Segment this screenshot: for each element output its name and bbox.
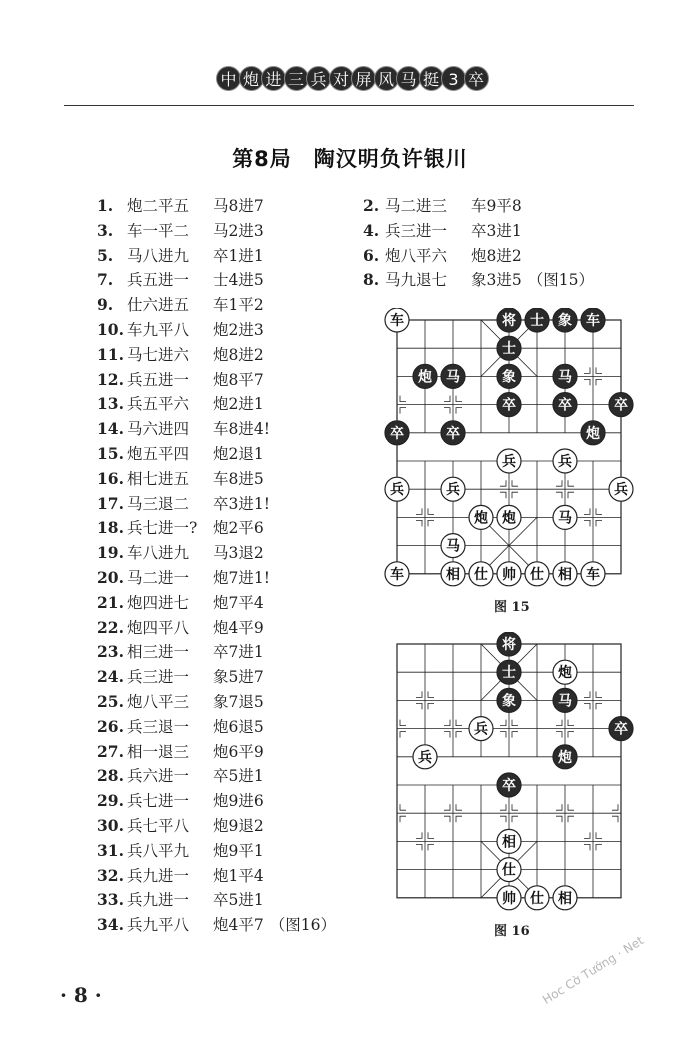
position-mark [416, 691, 422, 697]
position-mark [444, 408, 450, 414]
red-move: 马八进九 [127, 246, 190, 265]
piece-label: 马 [446, 538, 460, 555]
black-move: 炮2平6 [213, 519, 264, 538]
position-mark [556, 816, 562, 822]
black-move: 炮8进2 [471, 246, 522, 265]
red-move: 马六进四 [127, 420, 190, 439]
move-row [97, 245, 264, 267]
position-mark [456, 720, 462, 726]
piece-label: 马 [558, 693, 572, 710]
piece-label: 兵 [502, 454, 516, 470]
red-move: 车八进九 [127, 544, 190, 563]
move-number: 8. [363, 270, 380, 290]
watermark: Hoc Cờ Tướng · Net [540, 933, 647, 1007]
piece-label: 炮 [502, 510, 516, 527]
position-mark [612, 804, 618, 810]
piece-label: 将 [502, 313, 516, 329]
piece-label: 将 [502, 637, 516, 653]
move-number: 33. [97, 890, 124, 910]
position-mark [444, 732, 450, 738]
position-mark [428, 844, 434, 850]
black-move: 象5进7 [213, 668, 264, 687]
position-mark [596, 379, 602, 385]
move-number: 23. [97, 642, 124, 662]
figure-reference: （图15） [527, 271, 594, 290]
piece-label: 相 [558, 890, 572, 907]
red-move: 马二进一 [127, 569, 190, 587]
position-mark [512, 480, 518, 486]
black-move: 卒1进1 [213, 246, 264, 265]
move-row [97, 865, 264, 887]
move-row [97, 468, 264, 490]
position-mark [596, 832, 602, 838]
position-mark [556, 492, 562, 498]
move-row [97, 666, 264, 688]
move-number: 1. [97, 196, 114, 215]
move-number: 9. [97, 295, 114, 315]
move-number: 20. [97, 568, 124, 587]
board-figure-15 [380, 308, 640, 590]
position-mark [500, 804, 506, 810]
banner-char: 三 [284, 66, 309, 91]
black-move: 象7退5 [213, 693, 264, 711]
position-mark [400, 396, 406, 402]
position-mark [596, 508, 602, 514]
red-move: 兵九进一 [127, 891, 190, 910]
black-move: 马3退2 [213, 544, 264, 563]
banner-char: 进 [261, 66, 286, 91]
move-row [363, 195, 522, 217]
black-move: 炮9退2 [213, 817, 264, 835]
black-move: 马8进7 [213, 197, 264, 215]
move-number: 31. [97, 840, 124, 860]
banner-char: 卒 [464, 66, 489, 91]
game-title: 第8局 陶汉明负许银川 [232, 147, 468, 171]
position-mark [584, 844, 590, 850]
piece-label: 卒 [446, 425, 460, 442]
position-mark [568, 492, 574, 498]
banner-char: 对 [329, 66, 354, 91]
figure-reference: （图16） [269, 916, 336, 935]
black-move: 炮6平9 [213, 742, 264, 761]
piece-label: 炮 [558, 665, 572, 682]
red-move: 兵五进一 [127, 271, 190, 290]
red-move: 相三进一 [127, 643, 190, 662]
black-move: 炮2退1 [213, 445, 264, 463]
position-mark [456, 804, 462, 810]
piece-label: 象 [558, 313, 572, 329]
move-number: 34. [97, 915, 124, 935]
position-mark [584, 508, 590, 514]
black-move: 象3进5 [471, 271, 522, 290]
piece-label: 兵 [390, 482, 404, 499]
red-move: 兵五进一 [127, 370, 190, 389]
red-move: 兵七平八 [127, 817, 190, 835]
black-move: 马2进3 [213, 221, 264, 240]
red-move: 兵九进一 [127, 866, 190, 885]
piece-label: 卒 [558, 397, 572, 414]
move-number: 27. [97, 741, 124, 761]
red-move: 相一退三 [127, 742, 190, 761]
position-mark [596, 520, 602, 526]
piece-label: 仕 [502, 862, 516, 879]
piece-label: 卒 [614, 721, 628, 738]
move-number: 14. [97, 419, 124, 439]
header-rule [64, 105, 634, 106]
move-row [97, 592, 264, 614]
move-row [363, 269, 594, 291]
position-mark [500, 480, 506, 486]
position-mark [512, 804, 518, 810]
move-number: 25. [97, 692, 124, 711]
piece-label: 帅 [502, 890, 516, 907]
position-mark [568, 720, 574, 726]
black-move: 炮4平7 [213, 916, 264, 935]
red-move: 相七进五 [127, 469, 190, 488]
red-move: 仕六进五 [127, 296, 190, 315]
position-mark [512, 732, 518, 738]
move-row [97, 617, 264, 639]
move-number: 7. [97, 270, 114, 290]
move-number: 21. [97, 592, 124, 612]
position-mark [400, 816, 406, 822]
piece-label: 马 [558, 369, 572, 386]
piece-label: 相 [502, 834, 516, 851]
position-mark [500, 732, 506, 738]
black-move: 炮7进1! [213, 569, 270, 587]
move-row [97, 269, 264, 291]
position-mark [416, 844, 422, 850]
piece-label: 马 [558, 510, 572, 527]
move-number: 30. [97, 816, 124, 835]
piece-label: 车 [586, 313, 600, 329]
position-mark [612, 816, 618, 822]
position-mark [584, 379, 590, 385]
position-mark [416, 520, 422, 526]
move-number: 24. [97, 667, 124, 687]
piece-label: 仕 [474, 566, 488, 583]
position-mark [428, 520, 434, 526]
position-mark [456, 732, 462, 738]
banner-char: 兵 [306, 66, 331, 91]
position-mark [428, 832, 434, 838]
red-move: 炮八平三 [127, 693, 190, 711]
black-move: 炮2进3 [213, 321, 264, 339]
red-move: 炮四进七 [127, 593, 190, 612]
move-row [97, 567, 270, 589]
piece-label: 相 [446, 566, 460, 583]
move-number: 15. [97, 444, 124, 463]
piece-label: 炮 [586, 425, 600, 442]
move-number: 11. [97, 344, 124, 364]
move-row [97, 319, 264, 341]
position-mark [428, 703, 434, 709]
chapter-title-banner [216, 66, 486, 96]
red-move: 车一平二 [127, 221, 190, 240]
position-mark [500, 816, 506, 822]
black-move: 炮8进2 [213, 345, 264, 364]
banner-char: 挺 [419, 66, 444, 91]
position-mark [456, 816, 462, 822]
move-row [97, 741, 264, 763]
position-mark [416, 832, 422, 838]
black-move: 炮7平4 [213, 593, 264, 612]
position-mark [568, 480, 574, 486]
position-mark [400, 408, 406, 414]
piece-label: 士 [502, 665, 516, 682]
banner-char: 3 [441, 66, 466, 91]
position-mark [556, 804, 562, 810]
piece-label: 卒 [390, 425, 404, 442]
banner-char: 马 [396, 66, 421, 91]
position-mark [400, 720, 406, 726]
red-move: 兵五平六 [127, 395, 190, 414]
piece-label: 兵 [614, 482, 628, 499]
position-mark [584, 703, 590, 709]
move-row [97, 840, 264, 862]
position-mark [500, 492, 506, 498]
move-row [97, 542, 264, 564]
piece-label: 士 [530, 313, 544, 329]
position-mark [584, 367, 590, 373]
piece-label: 炮 [474, 510, 488, 527]
move-row [97, 443, 264, 465]
position-mark [556, 732, 562, 738]
piece-label: 士 [502, 341, 516, 358]
red-move: 兵七进一 [127, 792, 190, 811]
black-move: 士4进5 [213, 271, 264, 290]
black-move: 炮1平4 [213, 866, 264, 885]
move-row [97, 369, 264, 391]
move-row [97, 716, 264, 738]
piece-label: 车 [390, 313, 404, 329]
position-mark [584, 520, 590, 526]
piece-label: 兵 [558, 454, 572, 470]
black-move: 卒3进1 [471, 221, 522, 240]
position-mark [512, 816, 518, 822]
piece-label: 仕 [530, 566, 544, 583]
red-move: 兵八平九 [127, 841, 190, 860]
red-move: 兵三退一 [127, 717, 190, 736]
position-mark [400, 732, 406, 738]
position-mark [568, 804, 574, 810]
move-row [363, 245, 522, 267]
move-number: 19. [97, 543, 124, 563]
move-row [97, 765, 264, 787]
piece-label: 象 [502, 369, 516, 386]
position-mark [416, 703, 422, 709]
position-mark [456, 408, 462, 414]
move-row [97, 790, 264, 812]
red-move: 兵六进一 [127, 767, 190, 786]
piece-label: 卒 [502, 778, 516, 794]
move-number: 6. [363, 245, 380, 265]
position-mark [568, 816, 574, 822]
piece-label: 相 [558, 566, 572, 583]
position-mark [512, 720, 518, 726]
position-mark [428, 691, 434, 697]
piece-label: 卒 [502, 397, 516, 414]
red-move: 炮八平六 [385, 246, 448, 265]
black-move: 卒5进1 [213, 891, 264, 910]
black-move: 卒3进1! [213, 494, 270, 513]
move-row [97, 195, 264, 217]
red-move: 兵九平八 [127, 916, 190, 935]
piece-label: 兵 [418, 749, 432, 766]
move-number: 12. [97, 369, 124, 389]
move-row [97, 393, 264, 415]
move-row [97, 889, 264, 911]
black-move: 车9平8 [471, 197, 522, 215]
position-mark [596, 844, 602, 850]
piece-label: 炮 [558, 749, 572, 766]
red-move: 兵三进一 [385, 221, 448, 240]
figure-15-caption: 图 15 [494, 600, 530, 615]
banner-char: 炮 [239, 66, 264, 91]
position-mark [596, 703, 602, 709]
position-mark [596, 691, 602, 697]
piece-label: 炮 [418, 369, 432, 386]
move-number: 16. [97, 468, 124, 488]
position-mark [456, 396, 462, 402]
position-mark [444, 804, 450, 810]
red-move: 炮五平四 [127, 445, 190, 463]
black-move: 车8进5 [213, 469, 264, 488]
piece-label: 车 [586, 566, 600, 583]
red-move: 马二进三 [385, 197, 448, 215]
move-number: 22. [97, 617, 124, 637]
move-number: 10. [97, 320, 124, 339]
move-number: 18. [97, 518, 124, 538]
red-move: 马九退七 [385, 271, 448, 290]
figure-16-caption: 图 16 [494, 924, 530, 939]
piece-label: 兵 [474, 721, 488, 738]
black-move: 炮2进1 [213, 395, 264, 414]
position-mark [556, 720, 562, 726]
position-mark [568, 732, 574, 738]
position-mark [512, 492, 518, 498]
position-mark [596, 367, 602, 373]
move-row [97, 517, 264, 539]
board-figure-16 [380, 632, 640, 914]
black-move: 炮6退5 [213, 717, 264, 736]
piece-label: 仕 [530, 890, 544, 907]
black-move: 车8进4! [213, 420, 270, 439]
position-mark [584, 691, 590, 697]
banner-char: 屏 [351, 66, 376, 91]
move-number: 4. [363, 220, 380, 240]
move-row [97, 220, 264, 242]
piece-label: 车 [390, 566, 404, 583]
position-mark [500, 720, 506, 726]
piece-label: 象 [502, 693, 516, 710]
move-row [97, 914, 336, 936]
move-row [97, 418, 270, 440]
black-move: 卒5进1 [213, 767, 264, 786]
black-move: 卒7进1 [213, 643, 264, 662]
banner-char: 风 [374, 66, 399, 91]
page-number: · 8 · [60, 983, 102, 1007]
move-row [363, 220, 522, 242]
black-move: 炮9平1 [213, 841, 264, 860]
move-number: 26. [97, 716, 124, 736]
position-mark [584, 832, 590, 838]
move-number: 13. [97, 394, 124, 414]
position-mark [556, 480, 562, 486]
move-row [97, 691, 264, 713]
red-move: 兵七进一? [127, 519, 198, 538]
piece-label: 马 [446, 369, 460, 386]
piece-label: 兵 [446, 482, 460, 499]
move-row [97, 344, 264, 366]
move-number: 29. [97, 791, 124, 811]
red-move: 炮二平五 [127, 197, 190, 215]
piece-label: 卒 [614, 397, 628, 414]
position-mark [444, 720, 450, 726]
black-move: 炮8平7 [213, 370, 264, 389]
move-number: 28. [97, 766, 124, 786]
red-move: 车九平八 [127, 321, 190, 339]
position-mark [444, 816, 450, 822]
red-move: 马三退二 [127, 494, 190, 513]
move-number: 32. [97, 865, 124, 885]
black-move: 炮9进6 [213, 792, 264, 811]
piece-label: 帅 [502, 566, 516, 583]
move-row [97, 641, 264, 663]
red-move: 兵三进一 [127, 668, 190, 687]
red-move: 马七进六 [127, 345, 190, 364]
black-move: 炮4平9 [213, 618, 264, 637]
black-move: 车1平2 [213, 296, 264, 315]
banner-char: 中 [216, 66, 241, 91]
move-row [97, 815, 264, 837]
position-mark [400, 804, 406, 810]
move-number: 3. [97, 220, 114, 240]
move-number: 2. [363, 196, 380, 215]
position-mark [428, 508, 434, 514]
move-number: 17. [97, 493, 124, 513]
move-number: 5. [97, 245, 114, 265]
position-mark [444, 396, 450, 402]
red-move: 炮四平八 [127, 618, 190, 637]
position-mark [416, 508, 422, 514]
move-row [97, 493, 270, 515]
move-row [97, 294, 264, 316]
